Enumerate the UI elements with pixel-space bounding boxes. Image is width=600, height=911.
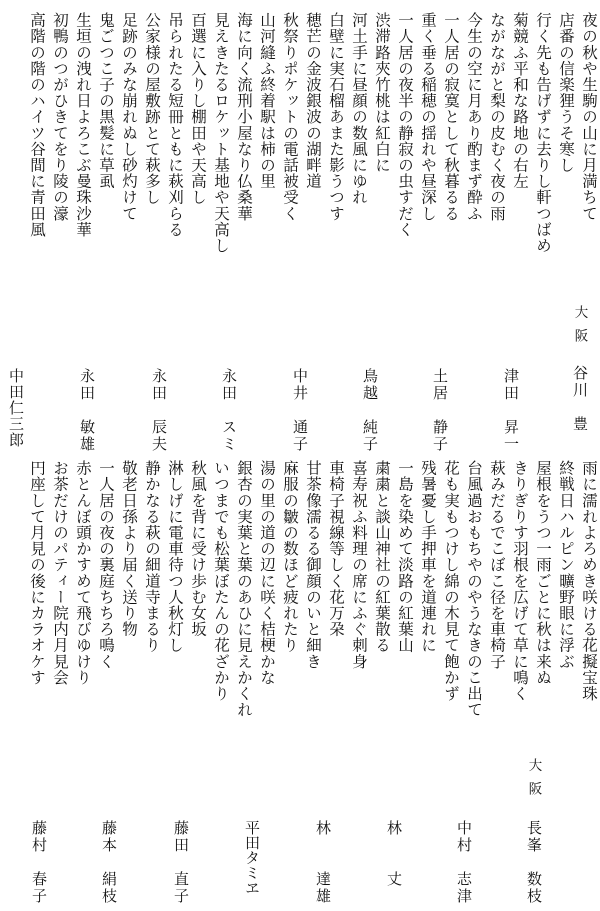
- poem-line: 敬老日孫より届く送り物: [120, 460, 138, 638]
- author-name: 永田 辰夫: [150, 368, 168, 453]
- poem-line: 花も実もつけし綿の木見て飽かず: [442, 460, 460, 702]
- poem-line: 鬼ごつこ子の黒髪に草虱: [97, 12, 115, 190]
- poem-line: 菊競ふ平和な路地の右左: [511, 12, 529, 190]
- poem-line: 白壁に実石榴あまた影うつす: [327, 12, 345, 222]
- poem-line: 車椅子視線等しく花万朶: [327, 460, 345, 638]
- author-name: 林 達雄: [314, 820, 332, 905]
- poem-line: 生垣の洩れ日よろこぶ曼珠沙華: [74, 12, 92, 238]
- poem-line: 今生の空に月あり酌まず酔ふ: [465, 12, 483, 222]
- poem-line: いつまでも松葉ぼたんの花ざかり: [212, 460, 230, 702]
- poem-line: 一人居の寂寞として秋暮るる: [442, 12, 460, 222]
- poem-line: 穂芒の金波銀波の湖畔道: [304, 12, 322, 190]
- poem-line: 秋風を背に受け歩む女坂: [189, 460, 207, 638]
- author-name: 中井 通子: [291, 368, 309, 453]
- poem-line: 淋しげに電車待つ人秋灯し: [166, 460, 184, 654]
- poem-line: 足跡のみな崩れぬし砂灼けて: [120, 12, 138, 222]
- poem-line: 夜の秋や生駒の山に月満ちて: [580, 12, 598, 222]
- poem-line: 屋根をうつ一雨ごとに秋は来ぬ: [534, 460, 552, 686]
- poem-line: きりぎりす羽根を広げて草に鳴く: [511, 460, 529, 702]
- poem-line: 海に向く流刑小屋なり仏桑華: [235, 12, 253, 222]
- poem-line: 終戦日ハルピン曠野眼に浮ぶ: [557, 460, 575, 670]
- author-name: 永田 スミ: [220, 368, 238, 453]
- poem-line: ながながと梨の皮むく夜の雨: [488, 12, 506, 222]
- author-name: 中田仁三郎: [7, 368, 25, 448]
- author-region: 大阪: [571, 305, 588, 352]
- poem-line: 雨に濡れよろめき咲ける花擬宝珠: [580, 460, 598, 702]
- poem-line: 一人居の夜の裏庭ちちろ鳴く: [97, 460, 115, 670]
- author-name: 永田 敏雄: [78, 368, 96, 453]
- poem-line: 甘茶像濡るる御顔のいと細き: [304, 460, 322, 670]
- author-name: 長峯 数枝: [525, 820, 543, 905]
- author-name: 藤田 直子: [172, 820, 190, 905]
- poem-line: 公家様の屋敷跡とて萩多し: [143, 12, 161, 206]
- author-name: 谷川 豊: [571, 365, 589, 433]
- poem-line: 赤とんぼ頭かすめて飛びゆけり: [74, 460, 92, 686]
- poem-line: お茶だけのパティー院内月見会: [51, 460, 69, 686]
- author-name: 津田 昇一: [502, 368, 520, 453]
- poem-line: 見えきたるロケット基地や天高し: [212, 12, 230, 254]
- author-name: 平田タミヱ: [243, 820, 261, 895]
- poem-line: 一島を染めて淡路の紅葉山: [396, 460, 414, 654]
- poem-line: 河土手に昼顔の数風にゆれ: [350, 12, 368, 206]
- author-region: 大阪: [525, 758, 542, 805]
- author-name: 鳥越 純子: [361, 368, 379, 453]
- poem-line: 湯の里の道の辺に咲く桔梗かな: [258, 460, 276, 686]
- poem-line: 円座して月見の後にカラオケす: [28, 460, 46, 686]
- poem-line: 喜寿祝ふ料理の席にふぐ刺身: [350, 460, 368, 670]
- poem-line: 台風過おもちやのやうなきのこ出て: [465, 460, 483, 718]
- author-name: 中村 志津: [455, 820, 473, 905]
- poem-line: 秋祭りポケットの電話被受く: [281, 12, 299, 222]
- poem-line: 萩みだるでこぼこ径を車椅子: [488, 460, 506, 670]
- poem-line: 一人居の夜半の静寂の虫すだく: [396, 12, 414, 238]
- poem-line: 百選に入りし棚田や天高し: [189, 12, 207, 206]
- poem-line: 山河縫ふ終着駅は柿の里: [258, 12, 276, 190]
- poem-line: 吊られたる短冊ともに萩刈らる: [166, 12, 184, 238]
- poem-line: 行く先も告げずに去りし軒つばめ: [534, 12, 552, 254]
- author-name: 土居 静子: [431, 368, 449, 453]
- author-name: 藤村 春子: [30, 820, 48, 905]
- poem-line: 残暑憂し手押車を道連れに: [419, 460, 437, 654]
- poem-line: 静かなる萩の細道寺まるり: [143, 460, 161, 654]
- author-name: 林 丈: [385, 820, 403, 888]
- poem-line: 麻服の皺の数ほど疲れたり: [281, 460, 299, 654]
- poem-line: 渋滞路夾竹桃は紅白に: [373, 12, 391, 173]
- author-name: 藤本 絹枝: [100, 820, 118, 905]
- poem-line: 店番の信楽狸うそ寒し: [557, 12, 575, 173]
- poem-line: 重く垂る稲穂の揺れや昼深し: [419, 12, 437, 222]
- poem-line: 粛粛と談山神社の紅葉散る: [373, 460, 391, 654]
- poem-line: 初鴨のつがひきてをり陵の濠: [51, 12, 69, 222]
- poem-line: 高階の階のハイツ谷間に青田風: [28, 12, 46, 238]
- poem-line: 銀杏の実葉と葉のあひに見えかくれ: [235, 460, 253, 718]
